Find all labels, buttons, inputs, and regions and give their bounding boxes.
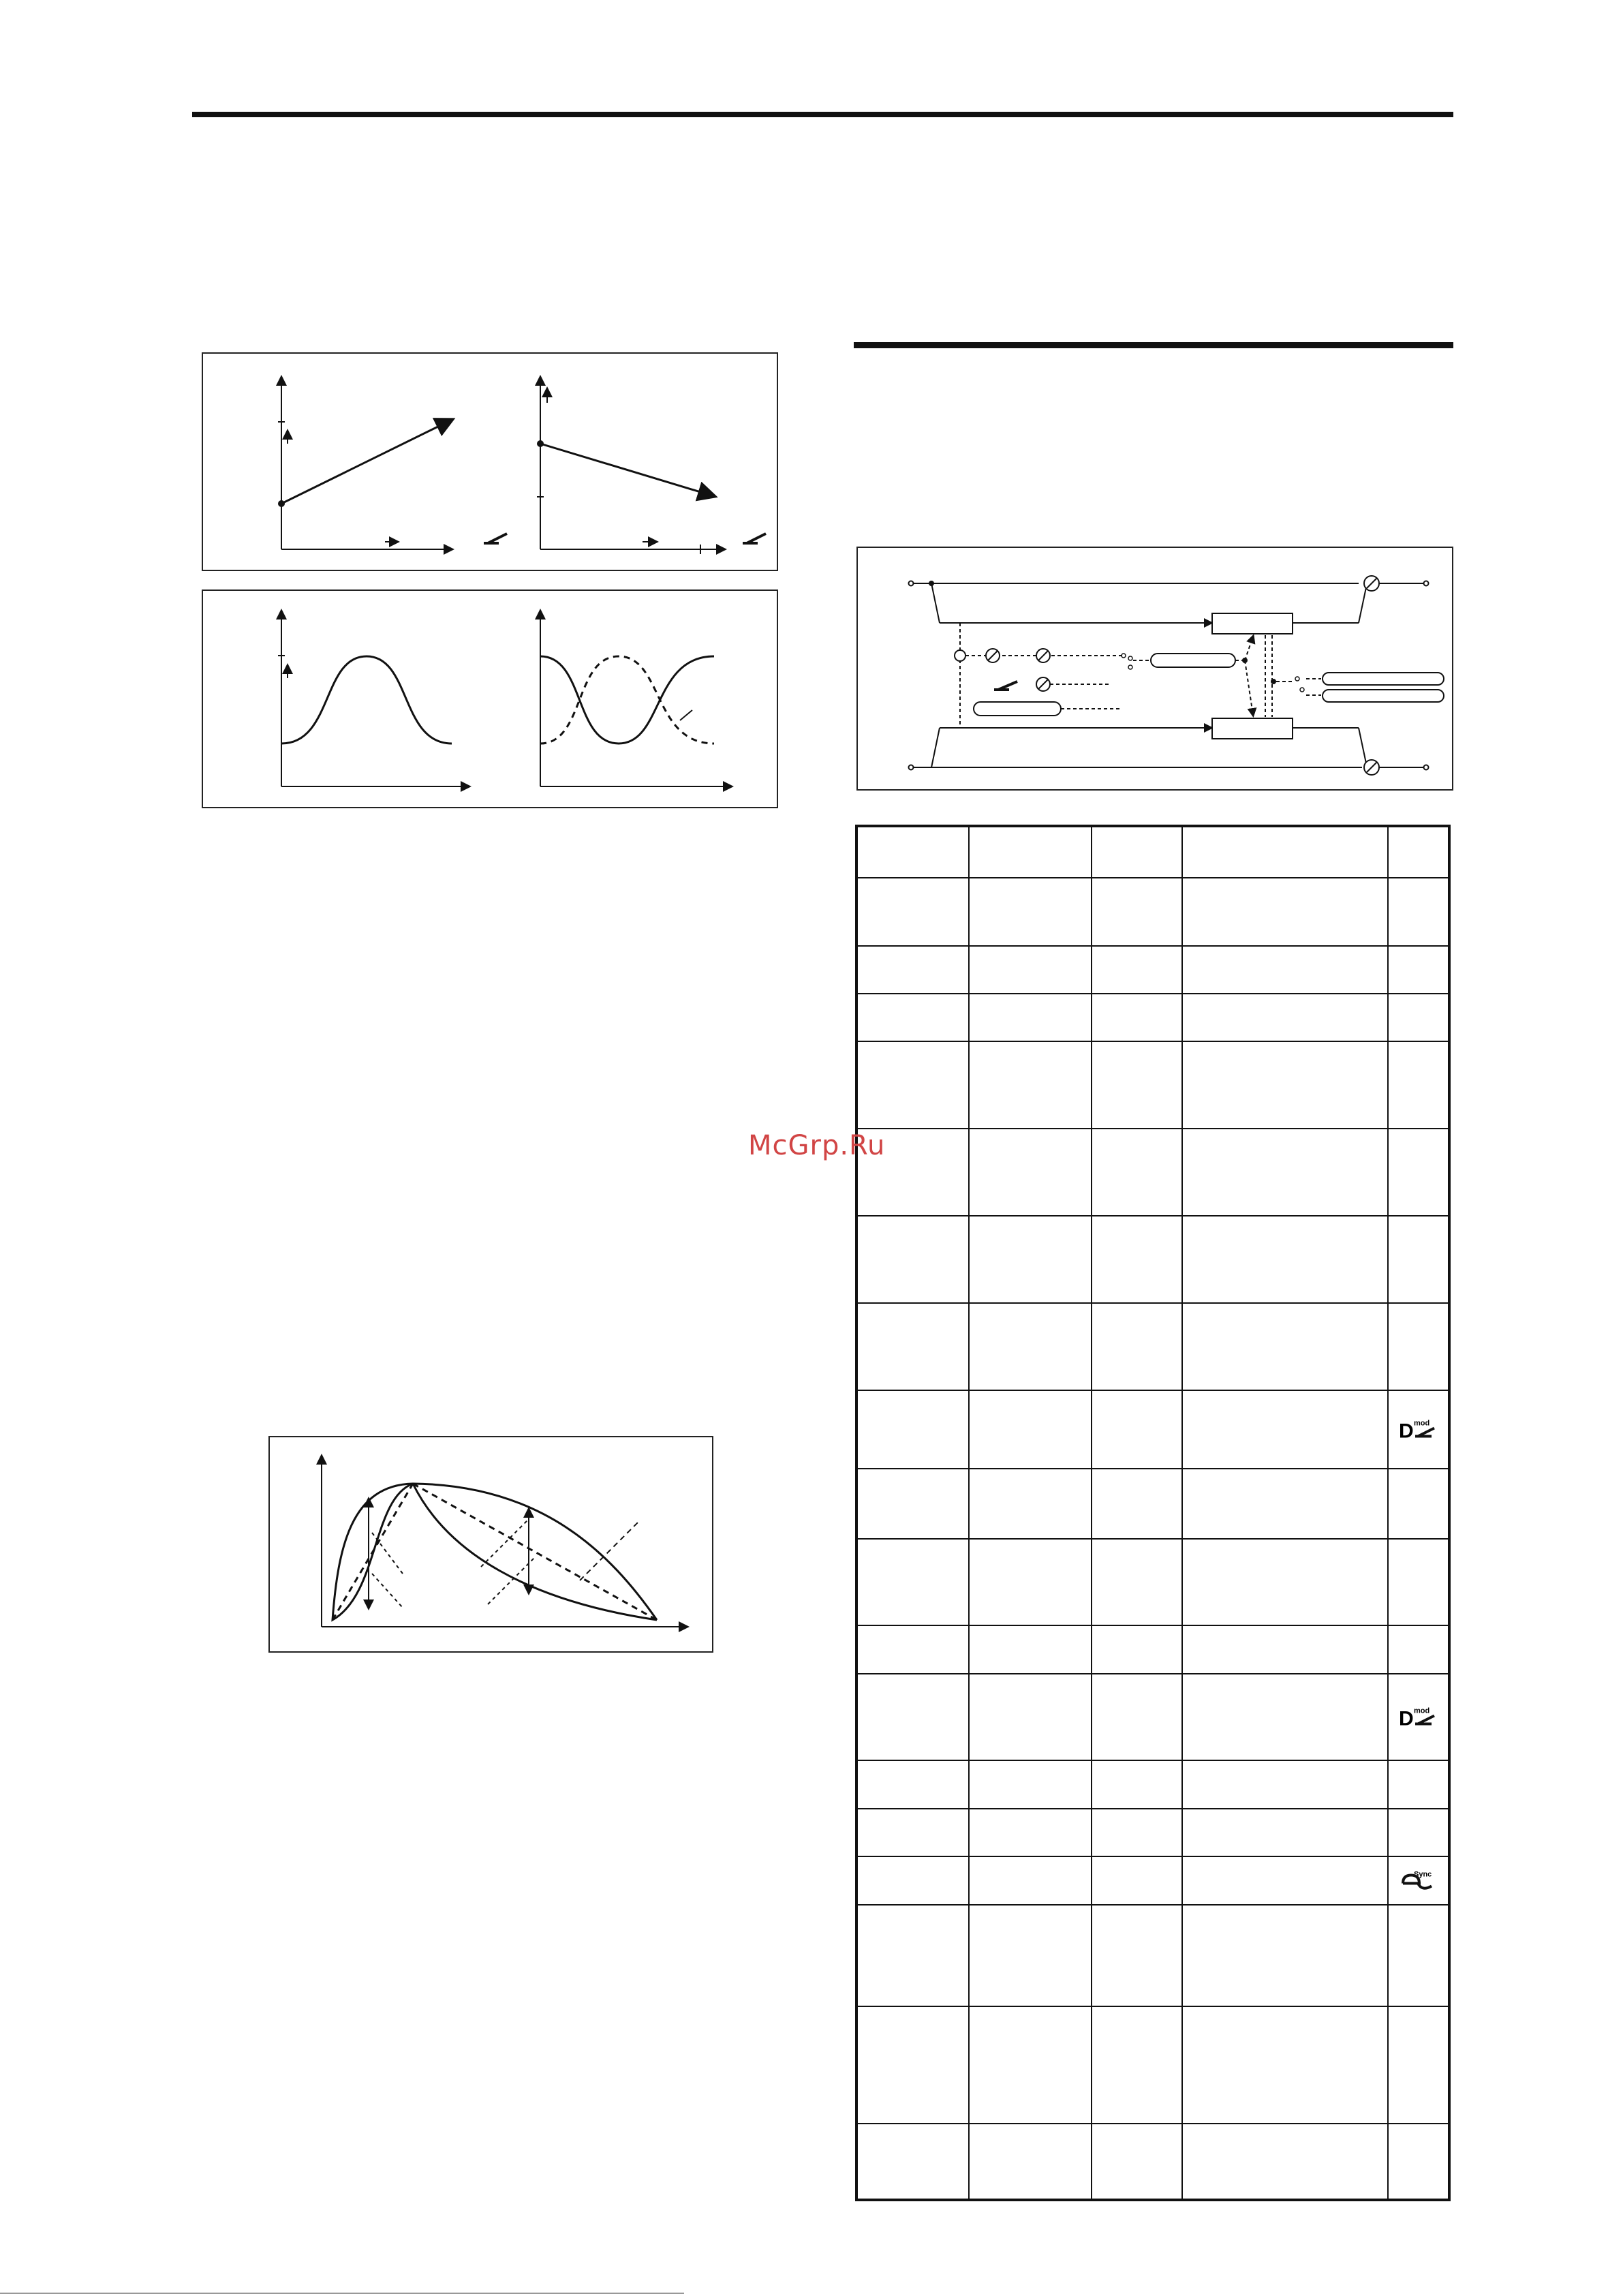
source-pill <box>974 702 1061 716</box>
figure-envelope <box>268 1436 713 1653</box>
delay-block-l <box>1212 613 1293 634</box>
falling-line <box>540 444 714 496</box>
svg-text:D: D <box>1399 1420 1414 1443</box>
figure-waveforms <box>202 590 778 808</box>
dmod-icon <box>1399 1420 1434 1443</box>
watermark: McGrp.Ru <box>748 1130 886 1161</box>
sync-icon <box>1403 1871 1432 1888</box>
output-pill-2 <box>1323 690 1444 702</box>
linear-graphs-svg <box>203 354 777 570</box>
decay-curve-lower <box>413 1484 657 1620</box>
header-rule <box>192 112 1453 117</box>
output-pill-1 <box>1323 673 1444 685</box>
delay-block-r <box>1212 718 1293 739</box>
rising-line <box>281 420 452 504</box>
figure-block-diagram <box>856 547 1453 791</box>
pedal-icon <box>484 534 507 543</box>
pedal-icon-small <box>994 682 1017 690</box>
dmod-icon <box>1399 1707 1434 1730</box>
svg-text:mod: mod <box>1414 1419 1430 1428</box>
footer-rule <box>0 2293 684 2294</box>
svg-text:Sync: Sync <box>1414 1870 1432 1879</box>
solid-wave <box>540 656 714 744</box>
envelope-svg <box>270 1437 712 1651</box>
dashed-wave <box>540 656 714 744</box>
svg-text:D: D <box>1399 1707 1414 1730</box>
lfo-pill <box>1151 654 1235 667</box>
section-rule <box>854 342 1453 348</box>
figure-linear-graphs <box>202 352 778 571</box>
sine-wave <box>281 656 452 744</box>
decay-curve-upper <box>413 1484 657 1620</box>
parameter-table-grid <box>855 825 1451 2201</box>
block-diagram-svg <box>858 548 1452 789</box>
table-border <box>856 826 1449 2200</box>
parameter-table <box>855 825 1451 2201</box>
svg-text:mod: mod <box>1414 1706 1430 1715</box>
waveforms-svg <box>203 591 777 807</box>
